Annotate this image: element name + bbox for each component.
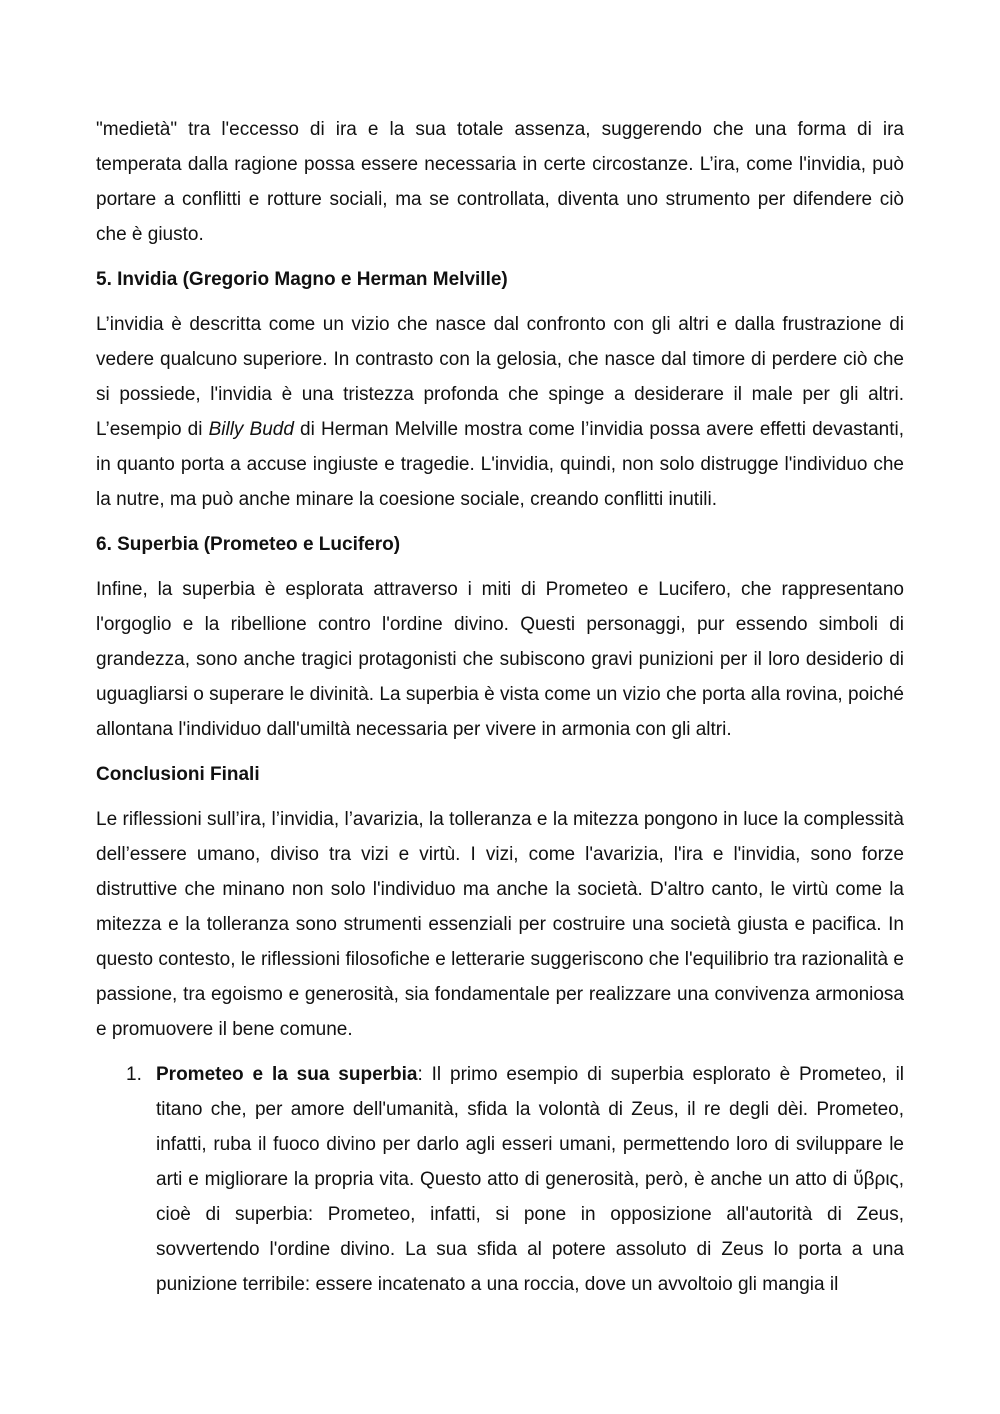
section-6-paragraph: Infine, la superbia è esplorata attraverso i miti di Prometeo e Lucifero, che rappresentano l'orgoglio e la ribellione contro l'ordine divino. Questi personaggi, pur essendo simboli di grandezza, sono anche tragici protagonisti che subiscono gravi punizioni per il loro desiderio di uguagliarsi o superare le divinità. La superbia è vista come un vizio che porta alla rovina, poiché allontana l'individuo dall'umiltà necessaria per vivere in armonia con gli altri. bbox=[96, 579, 904, 740]
section-5-paragraph bbox=[96, 307, 904, 517]
list-item-number: 1. bbox=[126, 1064, 142, 1085]
conclusions-paragraph: Le riflessioni sull’ira, l’invidia, l’avarizia, la tolleranza e la mitezza pongono in luce la complessità dell’essere umano, diviso tra vizi e virtù. I vizi, come l'avarizia, l'ira e l'invidia, sono forze distruttive che minano non solo l'individuo ma anche la società. D'altro canto, le virtù come la mitezza e la tolleranza sono strumenti essenziali per costruire una società giusta e pacifica. In questo contesto, le riflessioni filosofiche e letterarie suggeriscono che l'equilibrio tra razionalità e passione, tra egoismo e generosità, sia fondamentale per realizzare una convivenza armoniosa e promuovere il bene comune. bbox=[96, 809, 904, 1040]
list-item-text: : Il primo esempio di superbia esplorato è Prometeo, il titano che, per amore dell'umanità, sfida la volontà di Zeus, il re degli dèi. Prometeo, infatti, ruba il fuoco divino per darlo agli esseri umani, permettendo loro di sviluppare le arti e migliorare la propria vita. Questo atto di generosità, però, è anche un atto di ὕβρις, cioè di superbia: Prometeo, infatti, si pone in opposizione all'autorità di Zeus, sovvertendo l'ordine divino. La sua sfida al potere assoluto di Zeus lo porta a una punizione terribile: essere incatenato a una roccia, dove un avvoltoio gli mangia il bbox=[156, 1064, 905, 1295]
section-5-text-start: L’invidia è descritta come un vizio che nasce dal confronto con gli altri e dalla frustrazione di vedere qualcuno superiore. In contrasto con la gelosia, che nasce dal timore di perdere ciò che si possiede, l'invidia è una tristezza profonda che spinge a desiderare il male per gli altri. L’esempio di bbox=[96, 314, 904, 440]
book-title-billy-budd: Billy Budd bbox=[208, 419, 294, 440]
section-5-heading: 5. Invidia (Gregorio Magno e Herman Melville) bbox=[96, 269, 508, 290]
conclusions-heading: Conclusioni Finali bbox=[96, 764, 260, 785]
list-item-title: Prometeo e la sua superbia bbox=[156, 1064, 418, 1085]
numbered-list bbox=[96, 1057, 904, 1302]
section-6-heading: 6. Superbia (Prometeo e Lucifero) bbox=[96, 534, 401, 555]
section-5-text-end: di Herman Melville mostra come l’invidia possa avere effetti devastanti, in quanto porta a accuse ingiuste e tragedie. L'invidia, quindi, non solo distrugge l'individuo che la nutre, ma può anche minare la coesione sociale, creando conflitti inutili. bbox=[96, 419, 904, 510]
list-item bbox=[96, 1057, 904, 1302]
intro-paragraph: "medietà" tra l'eccesso di ira e la sua totale assenza, suggerendo che una forma di ira temperata dalla ragione possa essere necessaria in certe circostanze. L’ira, come l'invidia, può portare a conflitti e rotture sociali, ma se controllata, diventa uno strumento per difendere ciò che è giusto. bbox=[96, 119, 904, 245]
